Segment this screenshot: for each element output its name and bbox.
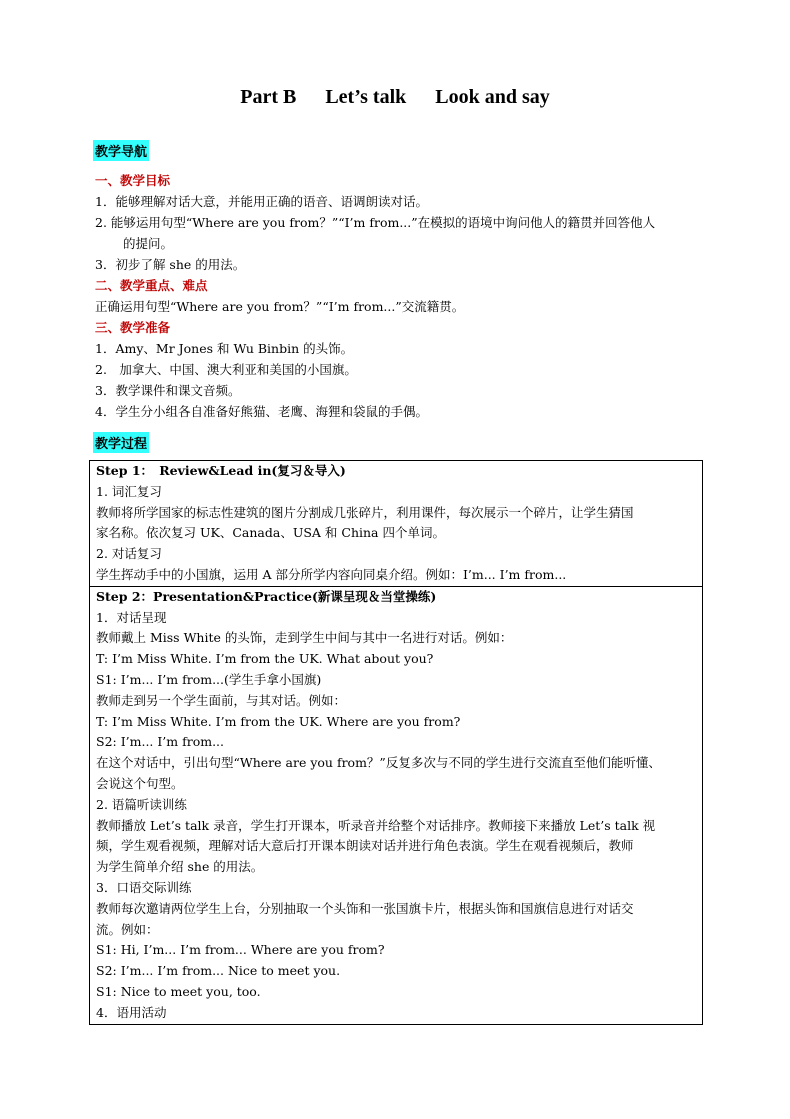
step2-line: 为学生简单介绍 she 的用法。 (96, 859, 264, 875)
preparation-item: 3．教学课件和课文音频。 (95, 383, 241, 398)
step2-line: 流。例如： (96, 921, 159, 937)
step2-line: T: I’m Miss White. I’m from the UK. Where are you from? (96, 713, 461, 729)
step1-row (90, 461, 703, 587)
process-label: 教学过程 (93, 432, 149, 453)
step1-heading: Step 1： Review&Lead in(复习＆导入) (96, 463, 346, 478)
step1-line: 1. 词汇复习 (96, 483, 162, 499)
step2-line: S1: Hi, I’m... I’m from... Where are you from? (96, 942, 385, 958)
step2-line: 3．口语交际训练 (96, 879, 192, 895)
step2-line: S1: I’m... I’m from...(学生手拿小国旗) (96, 671, 322, 687)
step2-line: S2: I’m... I’m from... (96, 734, 224, 750)
step2-line: 教师走到另一个学生面前，与其对话。例如： (96, 692, 347, 708)
step1-line: 教师将所学国家的标志性建筑的图片分割成几张碎片，利用课件，每次展示一个碎片，让学生猜国 (96, 504, 634, 520)
nav-label: 教学导航 (93, 140, 149, 161)
objectives-heading: 一、教学目标 (95, 173, 171, 188)
key-points-heading: 二、教学重点、难点 (95, 278, 208, 293)
objective-item: 1．能够理解对话大意，并能用正确的语音、语调朗读对话。 (95, 194, 428, 209)
step2-line: S2: I’m... I’m from... Nice to meet you. (96, 963, 341, 979)
step2-line: S1: Nice to meet you, too. (96, 983, 261, 999)
page-title (0, 86, 790, 109)
step1-line: 家名称。依次复习 UK、Canada、USA 和 China 四个单词。 (96, 525, 445, 541)
step2-cell (90, 586, 703, 1024)
step2-line: 教师播放 Let’s talk 录音，学生打开课本，听录音并给整个对话排序。教师接下来播放 Let’s talk 视 (96, 817, 656, 833)
step2-row (90, 586, 703, 1024)
step2-line: 教师戴上 Miss White 的头饰，走到学生中间与其中一名进行对话。例如： (96, 630, 513, 646)
objectives-section (95, 170, 705, 422)
title-talk: Let’s talk (325, 86, 407, 108)
step2-line: 教师每次邀请两位学生上台，分别抽取一个头饰和一张国旗卡片，根据头饰和国旗信息进行对话交 (96, 900, 634, 916)
step2-line: 会说这个句型。 (96, 775, 184, 791)
process-table (89, 460, 703, 1025)
objective-item: 3．初步了解 she 的用法。 (95, 257, 246, 272)
step2-line: 4．语用活动 (96, 1004, 167, 1020)
step2-line: 在这个对话中，引出句型“Where are you from？”反复多次与不同的学生进行交流直至他们能听懂、 (96, 755, 661, 771)
preparation-item: 4．学生分小组各自准备好熊猫、老鹰、海狸和袋鼠的手偶。 (95, 404, 428, 419)
step1-line: 2. 对话复习 (96, 546, 162, 562)
step1-line: 学生挥动手中的小国旗，运用 A 部分所学内容向同桌介绍。例如：I’m... I’m from... (96, 566, 567, 582)
step2-heading: Step 2：Presentation&Practice(新课呈现＆当堂操练) (96, 588, 437, 604)
preparation-item: 1．Amy、Mr Jones 和 Wu Binbin 的头饰。 (95, 341, 354, 356)
title-look: Look and say (435, 86, 550, 108)
preparation-heading: 三、教学准备 (95, 320, 171, 335)
objective-item: 的提问。 (123, 236, 174, 251)
objective-item: 2. 能够运用句型“Where are you from？”“I’m from...”在模拟的语境中询问他人的籍贯并回答他人 (95, 215, 656, 230)
step2-line: 频，学生观看视频，理解对话大意后打开课本朗读对话并进行角色表演。学生在观看视频后，教师 (96, 838, 634, 854)
title-part: Part B (240, 86, 297, 108)
step2-line: T: I’m Miss White. I’m from the UK. What about you? (96, 651, 434, 667)
step2-line: 1．对话呈现 (96, 609, 167, 625)
key-points-text: 正确运用句型“Where are you from？”“I’m from...”交流籍贯。 (95, 299, 465, 314)
step2-line: 2. 语篇听读训练 (96, 796, 187, 812)
preparation-item: 2. 加拿大、中国、澳大利亚和美国的小国旗。 (95, 362, 357, 377)
step1-cell (90, 461, 703, 587)
